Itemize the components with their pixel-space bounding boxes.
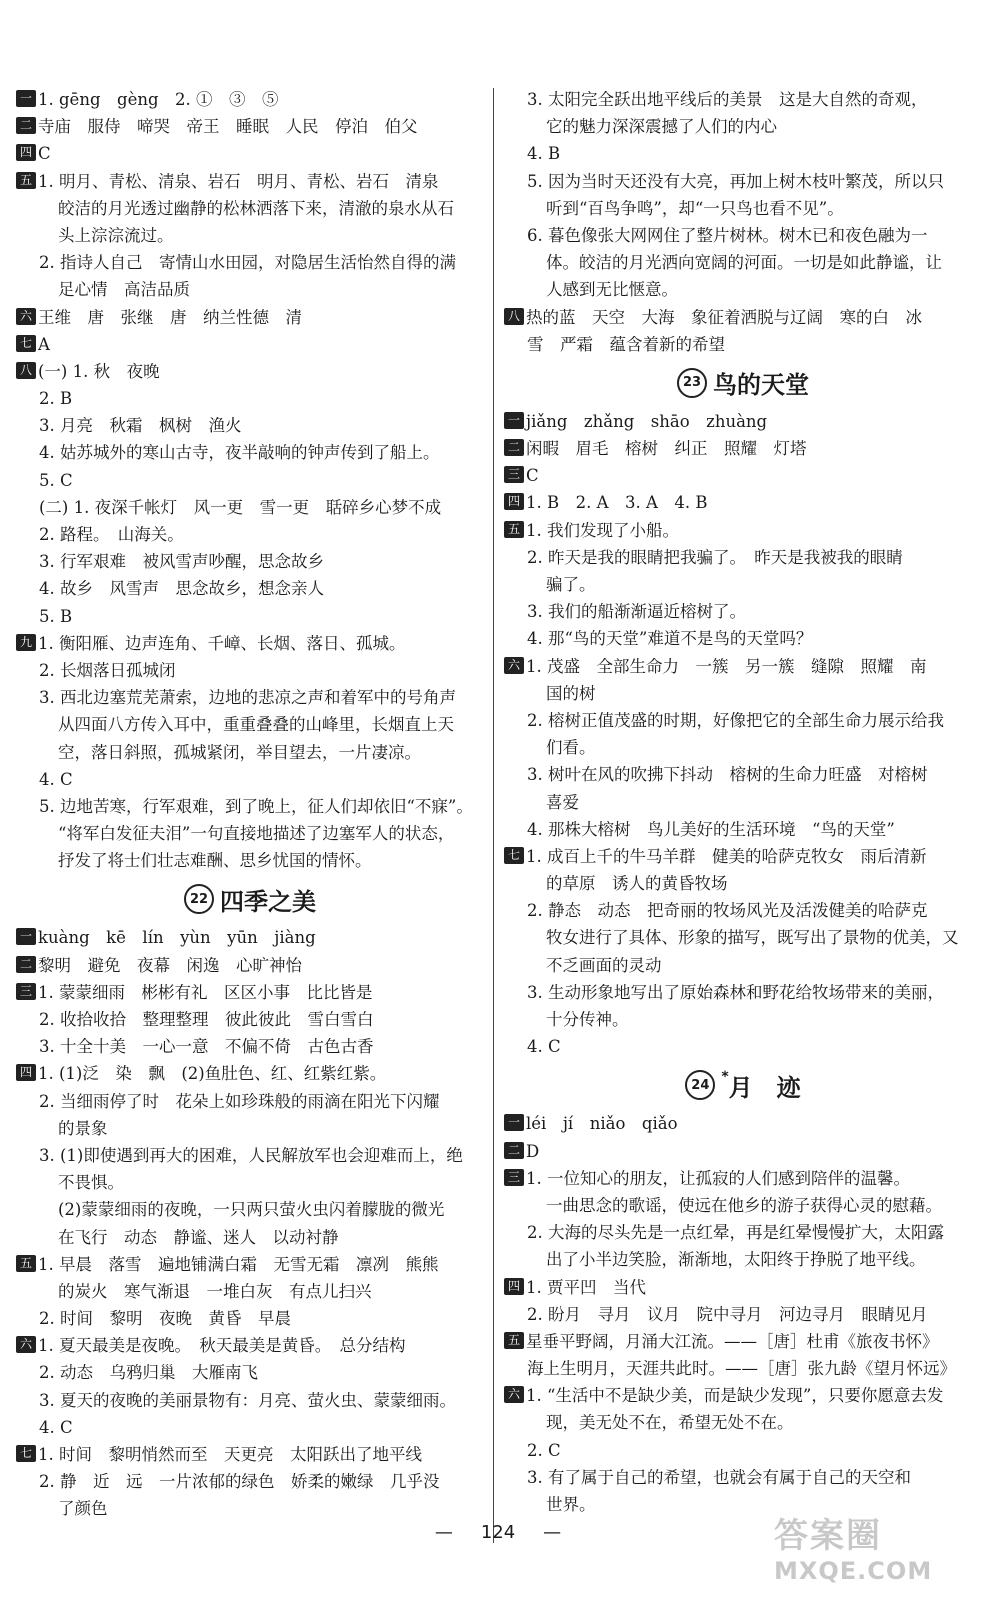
answer-text: 海上生明月，天涯共此时。——［唐］张九龄《望月怀远》 — [527, 1359, 956, 1379]
answer-line — [16, 1332, 484, 1359]
answer-text: (一) 1. 秋 夜晚 — [38, 361, 160, 381]
left-column — [16, 86, 484, 1523]
answer-line — [16, 1088, 484, 1115]
answer-text: 4. 那“鸟的天堂”难道不是鸟的天堂吗？ — [527, 629, 813, 649]
answer-line — [16, 168, 484, 195]
answer-text: 1. (1)泛 染 飘 (2)鱼肚色、红、红紫红紫。 — [38, 1064, 387, 1084]
answer-line — [504, 680, 982, 707]
section-number-badge: 八 — [16, 362, 36, 379]
answer-line — [16, 358, 484, 385]
answer-line — [504, 1246, 982, 1273]
page-number-value: 124 — [480, 1522, 516, 1543]
answer-line — [504, 1274, 982, 1301]
answer-text: 3. 月亮 秋霜 枫树 渔火 — [39, 416, 242, 436]
answer-line — [504, 816, 982, 843]
answer-line — [16, 952, 484, 979]
answer-line — [16, 1169, 484, 1196]
lesson-title — [504, 1060, 982, 1110]
answer-text: 它的魅力深深震撼了人们的内心 — [546, 117, 777, 137]
answer-text: 2. 长烟落日孤城闭 — [39, 660, 176, 680]
answer-text: 世界。 — [546, 1495, 596, 1514]
answer-text: 1. 时间 黎明悄然而至 天更亮 太阳跃出了地平线 — [38, 1445, 422, 1464]
answer-text: 2. 路程。 山海关。 — [39, 525, 184, 544]
section-number-badge: 四 — [504, 493, 524, 510]
answer-line — [16, 140, 484, 167]
lesson-number: 22 — [184, 884, 214, 914]
answer-line — [504, 140, 982, 167]
answer-line — [16, 249, 484, 276]
right-column — [504, 86, 982, 1518]
answer-line — [16, 603, 484, 630]
answer-line — [504, 924, 982, 951]
answer-text: léi jí niǎo qiǎo — [526, 1114, 678, 1134]
answer-line — [16, 86, 484, 113]
answer-line — [16, 657, 484, 684]
answer-line — [16, 521, 484, 548]
answer-line — [504, 1110, 982, 1137]
answer-line — [504, 1301, 982, 1328]
answer-text: A — [38, 334, 50, 354]
section-number-badge: 六 — [504, 657, 524, 674]
section-number-badge: 七 — [16, 1445, 36, 1462]
answer-text: 1. B 2. A 3. A 4. B — [526, 493, 708, 513]
section-number-badge: 四 — [16, 144, 36, 161]
answer-line — [16, 1006, 484, 1033]
answer-line — [16, 548, 484, 575]
answer-text: 1. 蒙蒙细雨 彬彬有礼 区区小事 比比皆是 — [38, 982, 373, 1002]
answer-text: 一曲思念的歌谣，使远在他乡的游子获得心灵的慰藉。 — [546, 1195, 942, 1215]
section-number-badge: 三 — [504, 466, 524, 483]
answer-line — [16, 847, 484, 874]
answer-line — [16, 1495, 484, 1522]
answer-text: 1. 早晨 落雪 遍地铺满白霜 无雪无霜 凛冽 熊熊 — [38, 1254, 439, 1274]
answer-line — [16, 630, 484, 657]
section-number-badge: 二 — [504, 1142, 524, 1159]
answer-line — [16, 222, 484, 249]
answer-text: 2. 时间 黎明 夜晚 黄昏 早晨 — [39, 1309, 291, 1329]
answer-line — [504, 1355, 982, 1382]
answer-text: 3. 西北边塞荒芜萧索，边地的悲凉之声和着军中的号角声 — [39, 688, 456, 708]
section-number-badge: 四 — [16, 1064, 36, 1081]
answer-line — [16, 924, 484, 951]
answer-text: 4. C — [39, 769, 73, 789]
answer-text: 3. 太阳完全跃出地平线后的美景 这是大自然的奇观， — [527, 90, 928, 109]
watermark-logo-text: 答案圈 — [774, 1516, 882, 1556]
answer-line — [504, 734, 982, 761]
answer-line — [504, 1033, 982, 1060]
answer-text: 1. 夏天最美是夜晚。 秋天最美是黄昏。 总分结构 — [38, 1336, 406, 1356]
answer-text: 5. 因为当时天还没有大亮，再加上树木枝叶繁茂，所以只 — [527, 171, 944, 191]
answer-text: 不乏画面的灵动 — [546, 955, 662, 975]
section-number-badge: 二 — [16, 956, 36, 973]
answer-line — [16, 1468, 484, 1495]
answer-line — [16, 1115, 484, 1142]
answer-text: 5. C — [39, 470, 73, 490]
section-number-badge: 一 — [16, 90, 36, 107]
dash-right: — — [543, 1522, 562, 1543]
section-number-badge: 四 — [504, 1278, 524, 1295]
answer-text: 3. 十全十美 一心一意 不偏不倚 古色古香 — [39, 1037, 374, 1057]
column-divider — [493, 88, 494, 1543]
dash-left: — — [434, 1522, 453, 1543]
answer-text: 2. 指诗人自己 寄情山水田园，对隐居生活怡然自得的满 — [39, 253, 456, 273]
answer-text: 出了小半边笑脸，渐渐地，太阳终于挣脱了地平线。 — [546, 1250, 926, 1270]
answer-text: 从四面八方传入耳中，重重叠叠的山峰里，长烟直上天 — [58, 715, 454, 735]
answer-text: jiǎng zhǎng shāo zhuàng — [526, 411, 768, 431]
watermark-url: MXQE.COM — [774, 1557, 933, 1585]
answer-line — [504, 408, 982, 435]
answer-line — [16, 1060, 484, 1087]
lesson-title — [504, 358, 982, 408]
answer-text: 1. 成百上千的牛马羊群 健美的哈萨克牧女 雨后清新 — [526, 846, 927, 866]
answer-text: C — [526, 466, 539, 486]
answer-text: 十分传神。 — [546, 1010, 629, 1029]
answer-text: 2. 静态 动态 把奇丽的牧场风光及活泼健美的哈萨克 — [527, 901, 928, 921]
answer-line — [16, 276, 484, 303]
answer-line — [16, 1224, 484, 1251]
answer-line — [16, 494, 484, 521]
answer-line — [504, 168, 982, 195]
answer-text: 空，落日斜照，孤城紧闭，举目望去，一片凄凉。 — [58, 742, 421, 762]
answer-text: 雪 严霜 蕴含着新的希望 — [527, 334, 725, 354]
answer-text: C — [38, 144, 51, 164]
answer-line — [504, 789, 982, 816]
lesson-title — [16, 874, 484, 924]
answer-line — [504, 979, 982, 1006]
answer-text: 1. 茂盛 全部生命力 一簇 另一簇 缝隙 照耀 南 — [526, 656, 927, 676]
answer-text: 4. 故乡 风雪声 思念故乡，想念亲人 — [39, 579, 324, 599]
answer-line — [504, 435, 982, 462]
answer-line — [504, 331, 982, 358]
watermark — [774, 1508, 964, 1585]
answer-text: 2. 动态 乌鸦归巢 大雁南飞 — [39, 1363, 258, 1383]
answer-line — [504, 1409, 982, 1436]
answer-text: 不畏惧。 — [58, 1173, 124, 1193]
answer-line — [504, 843, 982, 870]
answer-text: D — [526, 1141, 540, 1161]
answer-text: 3. (1)即使遇到再大的困难，人民解放军也会迎难而上，绝 — [39, 1145, 463, 1165]
lesson-title-text: 月 迹 — [728, 1073, 801, 1102]
answer-line — [16, 1441, 484, 1468]
section-number-badge: 五 — [504, 1332, 524, 1349]
answer-text: 2. C — [527, 1440, 561, 1460]
answer-text: 4. B — [527, 144, 561, 164]
answer-text: 足心情 高洁品质 — [58, 280, 190, 300]
answer-line — [16, 1251, 484, 1278]
answer-line — [504, 544, 982, 571]
section-number-badge: 八 — [504, 308, 524, 325]
section-number-badge: 一 — [504, 412, 524, 429]
answer-line — [16, 793, 484, 820]
answer-text: 3. 行军艰难 被风雪声吵醒，思念故乡 — [39, 552, 324, 572]
answer-text: 黎明 避免 夜幕 闲逸 心旷神怡 — [38, 955, 302, 975]
answer-line — [504, 761, 982, 788]
answer-line — [504, 113, 982, 140]
section-number-badge: 三 — [16, 983, 36, 1000]
answer-line — [16, 684, 484, 711]
answer-line — [504, 249, 982, 276]
answer-line — [504, 653, 982, 680]
answer-text: 的景象 — [58, 1118, 108, 1138]
answer-text: 2. 收拾收拾 整理整理 彼此彼此 雪白雪白 — [39, 1010, 374, 1029]
section-number-badge: 一 — [504, 1114, 524, 1131]
answer-line — [16, 979, 484, 1006]
answer-line — [504, 897, 982, 924]
section-number-badge: 二 — [504, 439, 524, 456]
answer-text: 1. 明月、青松、清泉、岩石 明月、青松、岩石 清泉 — [38, 171, 439, 191]
answer-line — [16, 439, 484, 466]
section-number-badge: 二 — [16, 117, 36, 134]
answer-line — [16, 1142, 484, 1169]
answer-text: 2. 盼月 寻月 议月 院中寻月 河边寻月 眼睛见月 — [527, 1304, 928, 1324]
answer-line — [504, 1464, 982, 1491]
section-number-badge: 七 — [16, 335, 36, 352]
answer-text: 1. “生活中不是缺少美，而是缺少发现”，只要你愿意去发 — [526, 1386, 944, 1406]
answer-text: 1. 衡阳雁、边声连角、千嶂、长烟、落日、孤城。 — [38, 633, 406, 653]
answer-line — [504, 276, 982, 303]
answer-text: 3. 夏天的夜晚的美丽景物有：月亮、萤火虫、蒙蒙细雨。 — [39, 1390, 456, 1410]
answer-text: 5. B — [39, 606, 73, 626]
answer-text: 2. 榕树正值茂盛的时期，好像把它的全部生命力展示给我 — [527, 710, 944, 730]
answer-text: kuàng kē lín yùn yūn jiàng — [38, 928, 316, 948]
answer-text: 们看。 — [546, 738, 596, 758]
answer-text: 3. 树叶在风的吹拂下抖动 榕树的生命力旺盛 对榕树 — [527, 765, 928, 785]
answer-line — [504, 1219, 982, 1246]
answer-text: 1. 贾平凹 当代 — [526, 1277, 646, 1297]
answer-line — [16, 467, 484, 494]
answer-line — [16, 1305, 484, 1332]
answer-text: 2. B — [39, 389, 73, 409]
answer-text: 1. 一位知心的朋友，让孤寂的人们感到陪伴的温馨。 — [526, 1168, 910, 1188]
answer-line — [16, 304, 484, 331]
lesson-title-text: 鸟的天堂 — [713, 371, 809, 400]
answer-line — [16, 766, 484, 793]
answer-text: 人感到无比惬意。 — [546, 280, 678, 300]
answer-text: 5. 边地苦寒，行军艰难，到了晚上，征人们却依旧“不寐”。 — [39, 796, 473, 816]
section-number-badge: 五 — [504, 521, 524, 538]
answer-text: 3. 我们的船渐渐逼近榕树了。 — [527, 602, 746, 622]
optional-lesson-star: * — [721, 1069, 729, 1086]
answer-text: 王维 唐 张继 唐 纳兰性德 清 — [38, 307, 302, 327]
lesson-title-text: 四季之美 — [220, 887, 316, 916]
answer-text: 星垂平野阔，月涌大江流。——［唐］杜甫《旅夜书怀》 — [526, 1331, 939, 1351]
answer-line — [504, 1328, 982, 1355]
answer-line — [16, 331, 484, 358]
section-number-badge: 五 — [16, 1255, 36, 1272]
answer-text: 皎洁的月光透过幽静的松林洒落下来，清澈的泉水从石 — [58, 198, 454, 218]
answer-line — [504, 1138, 982, 1165]
answer-line — [504, 222, 982, 249]
answer-line — [16, 1359, 484, 1386]
section-number-badge: 六 — [504, 1386, 524, 1403]
answer-text: 6. 暮色像张大网网住了整片树林。树木已和夜色融为一 — [527, 225, 928, 245]
answer-text: 现，美无处不在，希望无处不在。 — [546, 1413, 794, 1433]
answer-text: 国的树 — [546, 683, 596, 703]
section-number-badge: 九 — [16, 634, 36, 651]
answer-line — [504, 195, 982, 222]
answer-text: 头上淙淙流过。 — [58, 225, 174, 245]
answer-text: (二) 1. 夜深千帐灯 风一更 雪一更 聒碎乡心梦不成 — [39, 497, 442, 517]
answer-line — [16, 1278, 484, 1305]
lesson-number: 24 — [685, 1070, 715, 1100]
answer-text: 3. 有了属于自己的希望，也就会有属于自己的天空和 — [527, 1467, 911, 1487]
section-number-badge: 三 — [504, 1169, 524, 1186]
answer-text: (2)蒙蒙细雨的夜晚，一只两只萤火虫闪着朦胧的微光 — [58, 1200, 445, 1220]
answer-line — [16, 412, 484, 439]
answer-text: 牧女进行了具体、形象的描写，既写出了景物的优美，又 — [546, 928, 959, 948]
answer-line — [504, 304, 982, 331]
answer-line — [504, 571, 982, 598]
answer-text: 喜爱 — [546, 792, 579, 812]
answer-text: 4. 那株大榕树 鸟儿美好的生活环境 “鸟的天堂” — [527, 819, 895, 839]
answer-line — [16, 195, 484, 222]
answer-line — [504, 517, 982, 544]
answer-text: “将军白发征夫泪”一句直接地描述了边塞军人的状态， — [58, 824, 455, 844]
section-number-badge: 七 — [504, 847, 524, 864]
answer-line — [504, 598, 982, 625]
answer-text: 抒发了将士们壮志难酬、思乡忧国的情怀。 — [58, 851, 372, 871]
answer-line — [16, 1033, 484, 1060]
answer-line — [504, 870, 982, 897]
answer-line — [504, 489, 982, 516]
answer-line — [16, 820, 484, 847]
answer-line — [504, 1437, 982, 1464]
section-number-badge: 一 — [16, 928, 36, 945]
answer-text: 在飞行 动态 静谧、迷人 以动衬静 — [58, 1227, 339, 1247]
answer-line — [16, 1196, 484, 1223]
section-number-badge: 五 — [16, 172, 36, 189]
section-number-badge: 六 — [16, 308, 36, 325]
answer-line — [16, 739, 484, 766]
answer-line — [504, 1165, 982, 1192]
answer-text: 4. 姑苏城外的寒山古寺，夜半敲响的钟声传到了船上。 — [39, 443, 440, 463]
answer-text: 体。皎洁的月光洒向宽阔的河面。一切是如此静谧，让 — [546, 253, 942, 273]
answer-line — [504, 707, 982, 734]
answer-line — [504, 1006, 982, 1033]
answer-text: 热的蓝 天空 大海 象征着洒脱与辽阔 寒的白 冰 — [526, 307, 922, 327]
answer-text: 4. C — [527, 1037, 561, 1057]
answer-line — [504, 86, 982, 113]
answer-text: 骗了。 — [546, 575, 596, 594]
answer-text: 4. C — [39, 1417, 73, 1437]
answer-text: 的炭火 寒气渐退 一堆白灰 有点儿扫兴 — [58, 1281, 372, 1301]
answer-line — [16, 1387, 484, 1414]
answer-line — [504, 462, 982, 489]
answer-line — [504, 1382, 982, 1409]
answer-text: 寺庙 服侍 啼哭 帝王 睡眠 人民 停泊 伯父 — [38, 117, 418, 137]
answer-text: 2. 昨天是我的眼睛把我骗了。 昨天是我被我的眼睛 — [527, 547, 903, 567]
answer-text: 闲暇 眉毛 榕树 纠正 照耀 灯塔 — [526, 439, 807, 459]
answer-text: 的草原 诱人的黄昏牧场 — [546, 874, 728, 894]
section-number-badge: 六 — [16, 1336, 36, 1353]
answer-line — [16, 575, 484, 602]
answer-line — [504, 1192, 982, 1219]
answer-line — [16, 1414, 484, 1441]
answer-line — [504, 952, 982, 979]
answer-text: 2. 当细雨停了时 花朵上如珍珠般的雨滴在阳光下闪耀 — [39, 1091, 440, 1111]
answer-text: 1. 我们发现了小船。 — [526, 520, 679, 540]
answer-line — [504, 625, 982, 652]
answer-text: 听到“百鸟争鸣”，却“一只鸟也看不见”。 — [546, 198, 844, 218]
answer-text: 2. 静 近 远 一片浓郁的绿色 娇柔的嫩绿 几乎没 — [39, 1472, 440, 1492]
answer-text: 了颜色 — [58, 1499, 108, 1519]
answer-line — [16, 113, 484, 140]
answer-text: 3. 生动形象地写出了原始森林和野花给牧场带来的美丽， — [527, 982, 944, 1002]
answer-line — [16, 711, 484, 738]
answer-text: 1. gēng gèng 2. ① ③ ⑤ — [38, 90, 279, 109]
lesson-number: 23 — [677, 368, 707, 398]
answer-line — [16, 385, 484, 412]
answer-text: 2. 大海的尽头先是一点红晕，再是红晕慢慢扩大，太阳露 — [527, 1223, 944, 1243]
